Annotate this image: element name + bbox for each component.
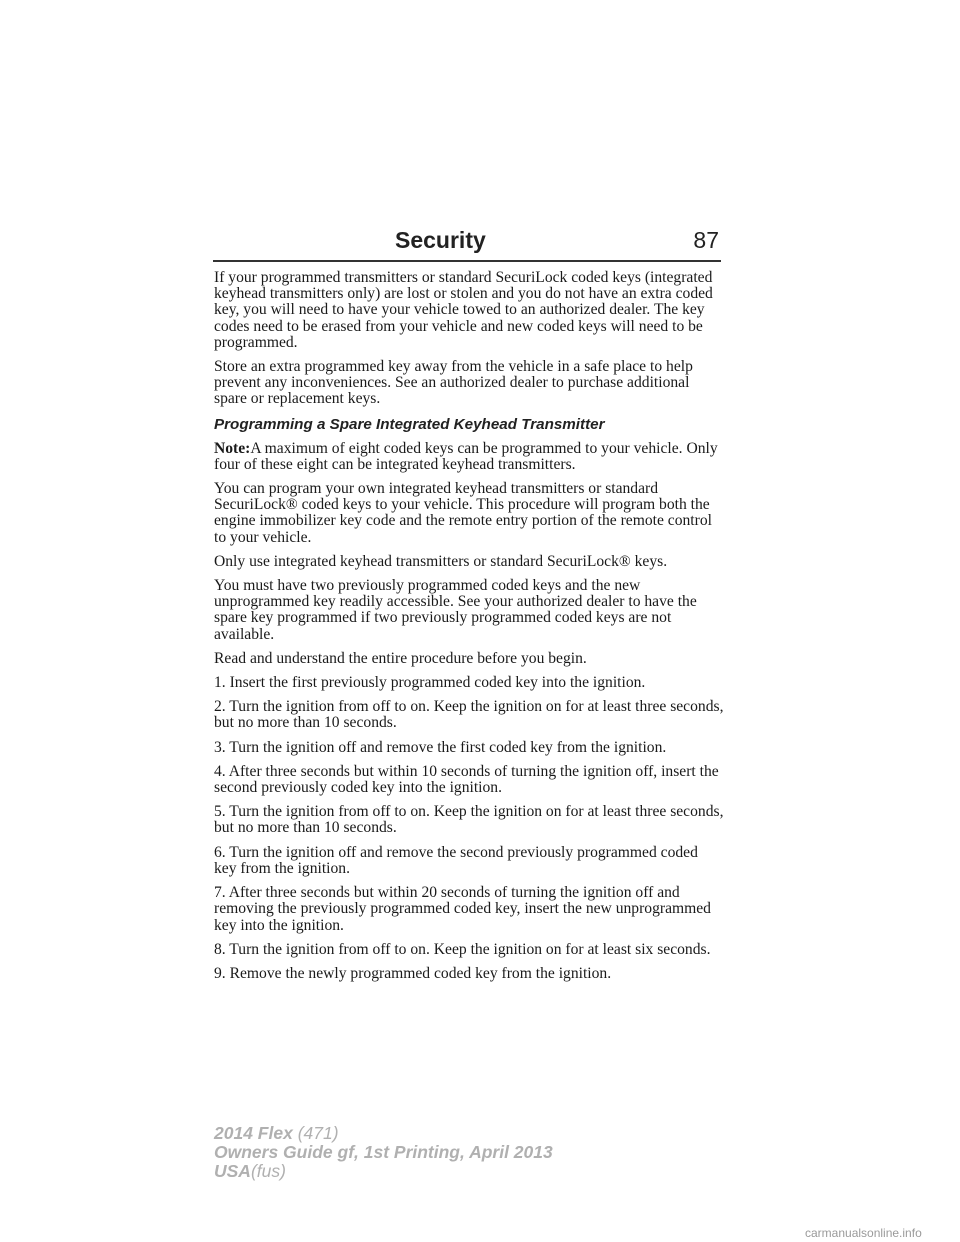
paragraph-lost-keys: If your programmed transmitters or standard SecuriLock coded keys (integrated keyhead transmitters only) are lost or stolen and you do not have an extra coded key, you will need to have your vehicle towed to an authorized dealer. The key codes need to be erased from your vehicle and new coded keys will need to be programmed. — [214, 269, 713, 351]
paragraph-spare-key: Store an extra programmed key away from the vehicle in a safe place to help prevent any inconveniences. See an authorized dealer to purchase additional spare or replacement keys. — [214, 358, 693, 408]
step-item: 5. Turn the ignition from off to on. Keep the ignition on for at least three seconds, but no more than 10 seconds. — [214, 803, 724, 837]
step-item: 9. Remove the newly programmed coded key from the ignition. — [214, 964, 612, 982]
section-heading: Programming a Spare Integrated Keyhead Transmitter — [214, 415, 605, 433]
note — [214, 441, 724, 473]
step-item: 4. After three seconds but within 10 seconds of turning the ignition off, insert the second previously coded key into the ignition. — [214, 762, 719, 797]
step-item: 6. Turn the ignition off and remove the second previously programmed coded key from the ignition. — [214, 843, 698, 877]
page-body — [214, 270, 724, 990]
step-item: 2. Turn the ignition from off to on. Keep the ignition on for at least three seconds, but no more than 10 seconds. — [214, 698, 724, 732]
step-item: 1. Insert the first previously programmed coded key into the ignition. — [214, 674, 646, 692]
watermark: carmanualsonline.info — [805, 1226, 922, 1240]
footer-line-market — [214, 1162, 553, 1181]
paragraph-read: Read and understand the entire procedure before you begin. — [214, 649, 587, 667]
step-item: 7. After three seconds but within 20 seconds of turning the ignition off and removing the previously programmed coded key, insert the new unprogrammed key into the ignition. — [214, 884, 711, 934]
print-footer — [214, 1124, 553, 1181]
paragraph-must-have: You must have two previously programmed coded keys and the new unprogrammed key readily accessible. See your authorized dealer to have the spare key programmed if two previously programmed coded keys are not available. — [214, 577, 697, 643]
paragraph-only-use: Only use integrated keyhead transmitters or standard SecuriLock® keys. — [214, 552, 668, 570]
page-header — [213, 226, 721, 262]
paragraph-program-own: You can program your own integrated keyhead transmitters or standard SecuriLock® coded keys to your vehicle. This procedure will program both the engine immobilizer key code and the remote entry portion of the remote control to your vehicle. — [214, 480, 712, 546]
footer-model: 2014 Flex — [214, 1123, 293, 1143]
step-item: 8. Turn the ignition from off to on. Keep the ignition on for at least six seconds. — [214, 940, 711, 958]
footer-model-code: (471) — [297, 1123, 339, 1143]
section-title: Security — [395, 227, 486, 253]
footer-printing: Owners Guide gf, 1st Printing, April 2013 — [214, 1142, 553, 1162]
page-number: 87 — [693, 227, 719, 253]
step-item: 3. Turn the ignition off and remove the first coded key from the ignition. — [214, 738, 667, 756]
footer-market-code: (fus) — [250, 1161, 286, 1181]
note-text: A maximum of eight coded keys can be programmed to your vehicle. Only four of these eight can be integrated keyhead transmitters. — [214, 439, 718, 473]
footer-line-model — [214, 1124, 553, 1143]
note-label: Note: — [214, 439, 251, 457]
footer-market: USA — [214, 1161, 251, 1181]
